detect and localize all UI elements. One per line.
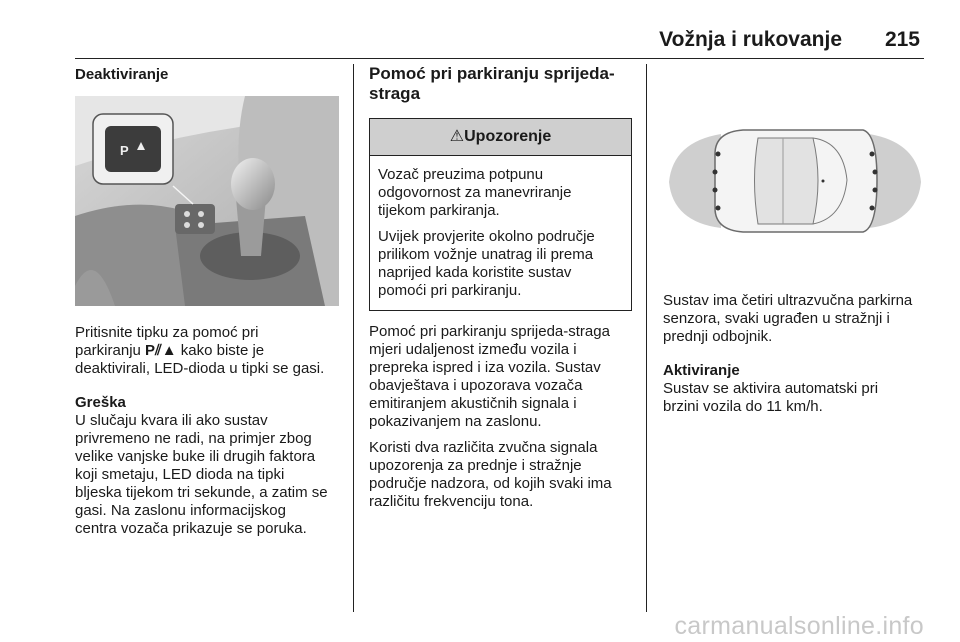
error-paragraph: U slučaju kvara ili ako sustav privremeno ne radi, na primjer zbog velike vanjske buke ili drugih faktora koji smetaju, LED dioda na tipki bljeska tijekom tri sekunde, a zatim se gasi. Na zaslonu informacijskog centra vozača prikazuje se poruka.: [75, 412, 328, 537]
column-right: [663, 62, 928, 416]
column-divider: [353, 64, 354, 612]
parking-assist-icon: P⫽▲: [145, 342, 177, 359]
warning-paragraph-2: Uvijek provjerite okolno područje prilikom vožnje unatrag ili prema naprijed kada koristite sustav pomoći pri parkiranju.: [378, 228, 595, 299]
watermark: carmanualsonline.info: [674, 612, 924, 640]
sensors-paragraph: Sustav ima četiri ultrazvučna parkirna senzora, svaki ugrađen u stražnji i prednji odbojnik.: [663, 292, 913, 345]
warning-body: [370, 156, 631, 310]
park-button-label: P: [120, 143, 129, 158]
warning-triangle-icon: ⚠: [449, 128, 465, 145]
gear-console-illustration: [75, 96, 339, 306]
warning-title: Upozorenje: [464, 128, 552, 145]
section-title: Pomoć pri parkiranju sprijeda- straga: [369, 64, 615, 103]
page-number: 215: [884, 28, 920, 51]
warning-paragraph-1: Vozač preuzima potpunu odgovornost za manevriranje tijekom parkiranja.: [378, 166, 572, 219]
description-paragraph-2: Koristi dva različita zvučna signala upozorenja za prednje i stražnje područje nadzora, od kojih svaki ima različitu frekvenciju tona.: [369, 439, 612, 510]
page-header: [0, 20, 960, 60]
column-middle: [369, 62, 632, 511]
deactivation-heading: Deaktiviranje: [75, 66, 169, 83]
sensor-coverage-illustration: [663, 72, 927, 272]
column-left: [75, 62, 343, 538]
header-rule: [75, 58, 924, 59]
activation-paragraph: Sustav se aktivira automatski pri brzini vozila do 11 km/h.: [663, 380, 879, 415]
warning-header: [370, 119, 631, 156]
activation-heading: Aktiviranje: [663, 362, 740, 379]
column-divider: [646, 64, 647, 612]
description-paragraph-1: Pomoć pri parkiranju sprijeda-straga mjeri udaljenost između vozila i prepreka ispred i iza vozila. Sustav obavještava i upozorava vozača emitiranjem akustičnih signala i pokazivanjem na zaslonu.: [369, 323, 610, 430]
warning-box: [369, 118, 632, 311]
deactivation-paragraph: Pritisnite tipku za pomoć pri parkiranju P⫽▲ kako biste je deaktivirali, LED-dioda u tipki se gasi.: [75, 324, 325, 377]
error-heading: Greška: [75, 394, 126, 411]
chapter-title: Vožnja i rukovanje: [659, 28, 842, 51]
